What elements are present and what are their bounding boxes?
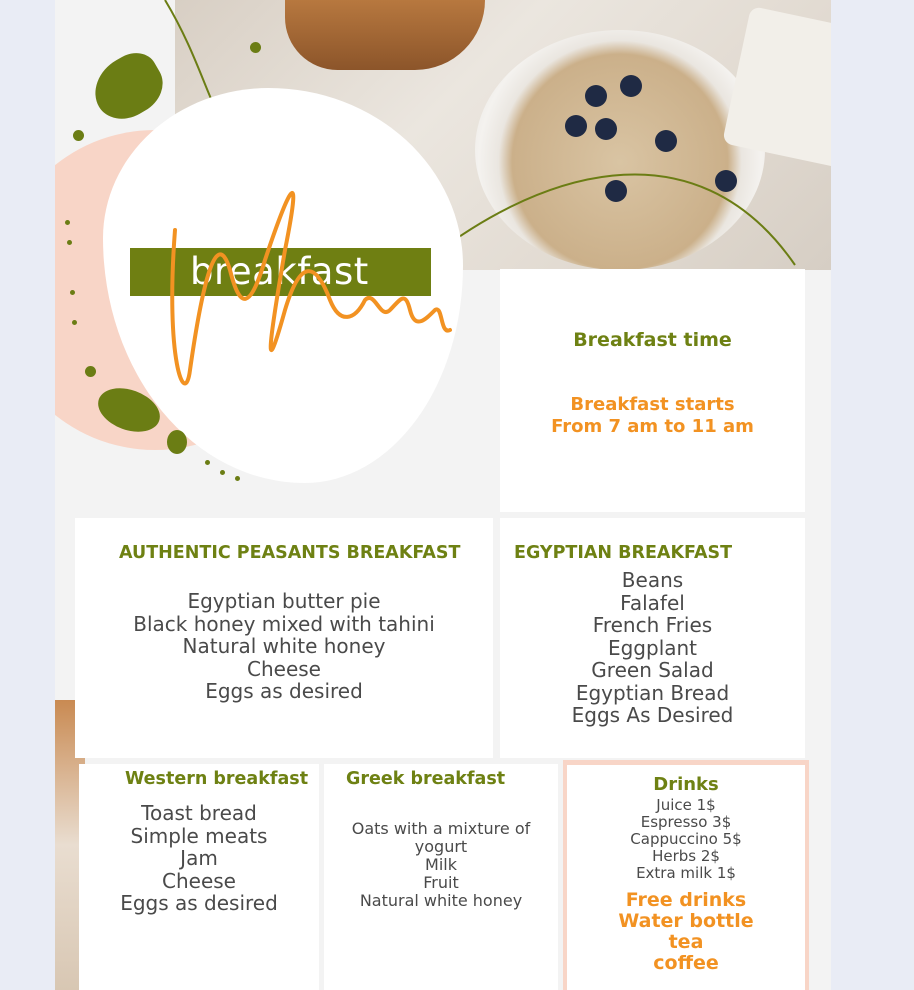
breakfast-time-title: Breakfast time [573,329,732,351]
list-item: Eggs as desired [205,679,363,703]
list-item: Cappuccino 5$ [630,830,742,848]
list-item: Falafel [620,590,685,615]
drinks-items [567,797,805,882]
list-item: Milk [425,855,457,874]
olive-dot [65,220,70,225]
free-item: tea [668,931,704,953]
breakfast-hours [500,394,805,438]
greek-items [324,820,558,910]
olive-dot [220,470,225,475]
western-items [79,802,319,915]
olive-dot [67,240,72,245]
olive-dot [85,366,96,377]
western-title: Western breakfast [125,769,309,789]
olive-dot [73,130,84,141]
olive-dot [70,290,75,295]
free-drinks [567,890,805,974]
list-item: French Fries [592,613,713,637]
list-item: Toast bread [141,801,257,825]
list-item: Jam [180,846,218,870]
free-item: Water bottle [618,910,754,932]
list-item: Espresso 3$ [640,813,732,831]
authentic-title: AUTHENTIC PEASANTS BREAKFAST [119,543,461,563]
list-item: Eggs as desired [120,891,278,915]
list-item: Green Salad [591,658,714,682]
list-item: Black honey mixed with tahini [133,611,435,636]
list-item: Eggs As Desired [571,703,734,727]
free-item: Free drinks [625,889,747,911]
drinks-card [567,765,805,990]
olive-dot [205,460,210,465]
list-item: Oats with a mixture of [351,819,531,838]
list-item: Cheese [247,656,321,681]
hours-line: Breakfast starts [570,394,735,415]
list-item: Egyptian butter pie [187,589,381,613]
list-item: Egyptian Bread [575,680,730,705]
banner-word: breakfast [190,250,369,293]
olive-dot [235,476,240,481]
greek-title: Greek breakfast [346,769,506,789]
list-item: Simple meats [130,823,268,848]
list-item: Natural white honey [182,634,386,658]
list-item: Fruit [423,873,459,892]
list-item: Natural white honey [359,891,523,910]
list-item: Beans [621,568,684,592]
breakfast-time-card [500,269,805,512]
western-breakfast-card [79,764,319,990]
authentic-breakfast-card [75,518,493,758]
list-item: yogurt [414,837,468,856]
olive-dot [72,320,77,325]
egyptian-items [500,569,805,727]
list-item: Extra milk 1$ [636,864,736,882]
greek-breakfast-card [324,764,558,990]
drinks-title: Drinks [653,774,719,795]
egyptian-breakfast-card [500,518,805,758]
list-item: Eggplant [607,635,698,660]
authentic-items [75,590,493,703]
olive-dot [250,42,261,53]
free-item: coffee [653,952,719,974]
egyptian-title: EGYPTIAN BREAKFAST [514,543,733,563]
list-item: Cheese [162,868,236,893]
menu-poster [55,0,831,990]
list-item: Juice 1$ [656,796,716,814]
hours-line: From 7 am to 11 am [551,416,754,437]
list-item: Herbs 2$ [652,847,720,865]
menu-script-title [155,160,455,440]
